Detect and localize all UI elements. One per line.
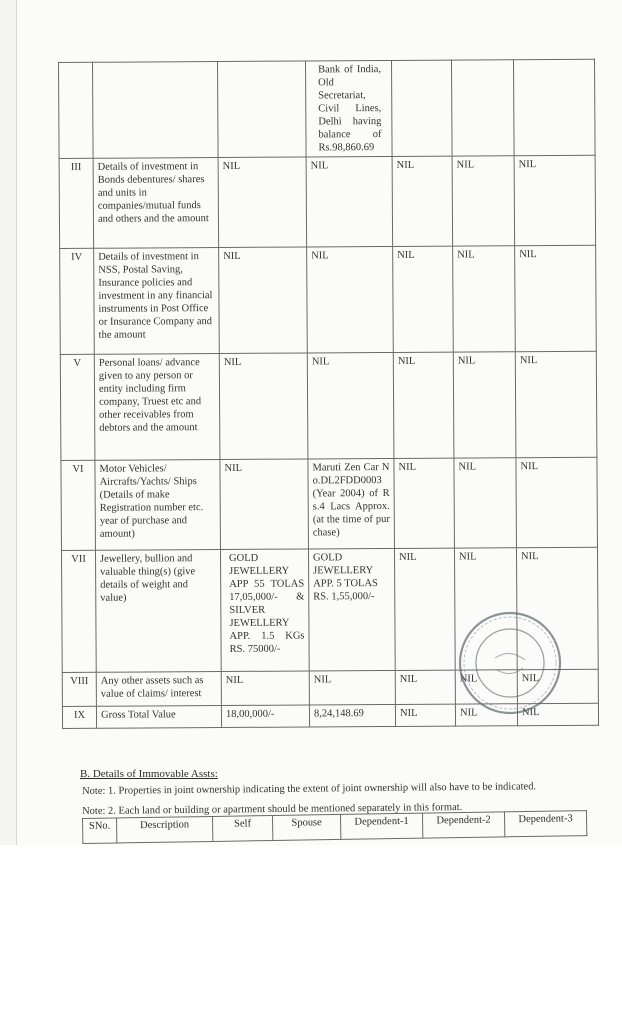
dependent2-value: NIL [454, 458, 517, 548]
row-description: Any other assets such as value of claims/ interest [96, 672, 221, 707]
official-seal-icon [455, 608, 565, 718]
dependent3-value: NIL [515, 351, 597, 457]
row-description: Gross Total Value [96, 706, 221, 729]
dependent3-value: NIL [514, 155, 596, 245]
spouse-value: NIL [306, 156, 393, 247]
row-number: IV [60, 248, 95, 354]
note-2: Note: 2. Each land or building or apartment should be mentioned separately in this format. [82, 802, 463, 817]
spouse-value: NIL [307, 352, 394, 459]
row-description: Details of investment in Bonds debentures/ shares and units in companies/mutual funds and others and the amount [93, 158, 219, 249]
col-header: Dependent-2 [422, 812, 504, 838]
row-number: VII [61, 550, 96, 672]
row-description: Personal loans/ advance given to any person or entity including firm company, Truest etc and other receivables from debtors and the amount [94, 354, 220, 461]
spouse-value: 8,24,148.69 [309, 704, 395, 727]
dependent3-value: NIL [517, 669, 598, 703]
col-header: Description [117, 816, 213, 843]
table-row [59, 59, 596, 158]
spouse-value: GOLD JEWELLERY APP. 5 TOLAS RS. 1,55,000/- [308, 548, 395, 671]
dependent2-value: NIL [452, 156, 515, 246]
table-row [59, 155, 596, 248]
row-number: VI [61, 460, 96, 550]
dependent2-value: NIL [455, 704, 517, 726]
col-header: Self [212, 816, 272, 842]
spouse-value: NIL [309, 670, 395, 705]
self-value: NIL [220, 459, 309, 550]
self-value: NIL [218, 157, 307, 248]
dependent3-value: NIL [516, 457, 598, 547]
row-number: V [60, 354, 95, 460]
row-number: IX [62, 706, 96, 728]
table-row [61, 457, 598, 550]
row-number: VIII [62, 672, 96, 706]
dependent1-value: NIL [394, 548, 455, 670]
dependent1-value: NIL [395, 670, 455, 704]
col-header: Dependent-1 [340, 813, 422, 839]
section-title: B. Details of Immovable Assts: [80, 768, 218, 780]
dependent2-value: NIL [453, 246, 516, 352]
col-header: SNo. [83, 818, 117, 844]
spouse-value: NIL [307, 246, 394, 353]
self-value: NIL [219, 353, 308, 460]
dependent2-value: NIL [455, 670, 517, 704]
dependent2-value: NIL [453, 352, 516, 458]
dependent1-value: NIL [394, 458, 455, 548]
col-header: Dependent-3 [504, 811, 586, 837]
spouse-value: Maruti Zen Car No.DL2FDD0003 (Year 2004) of Rs.4 Lacs Approx. (at the time of purchase) [308, 458, 395, 549]
self-value: GOLD JEWELLERY APP 55 TOLAS 17,05,000/- & SILVER JEWELLERY APP. 1.5 KGs RS. 75000/- [220, 549, 309, 672]
row-description: Jewellery, bullion and valuable thing(s) (give details of weight and value) [95, 550, 221, 673]
self-value: NIL [221, 671, 309, 706]
dependent1-value: NIL [393, 352, 454, 458]
row-description: Details of investment in NSS, Postal Saving, Insurance policies and investment in any financial instruments in Post Office or Insurance Company and the amount [94, 248, 220, 355]
row-description: Motor Vehicles/ Aircrafts/Yachts/ Ships (Details of make Registration number etc. year of purchase and amount) [95, 460, 221, 551]
dependent1-value: NIL [393, 246, 454, 352]
table-row [60, 351, 597, 460]
dependent2-value: NIL [454, 548, 517, 670]
dependent1-value: NIL [392, 156, 453, 246]
bank-balance-cell: Bank of India, Old Secretariat, Civil Lines, Delhi having balance of Rs.98,860.69 [305, 60, 392, 157]
dependent1-value: NIL [395, 704, 455, 726]
dependent3-value: NIL [515, 245, 597, 351]
row-number: III [59, 158, 94, 248]
note-1: Note: 1. Properties in joint ownership indicating the extent of joint ownership will also have to be indicated. [82, 781, 537, 797]
table-row [60, 245, 597, 354]
dependent3-value: NIL [516, 547, 598, 669]
section-b-heading [80, 768, 218, 780]
dependent3-value: NIL [517, 703, 598, 725]
col-header: Spouse [272, 814, 340, 840]
self-value: NIL [219, 247, 308, 354]
self-value: 18,00,000/- [221, 705, 309, 728]
